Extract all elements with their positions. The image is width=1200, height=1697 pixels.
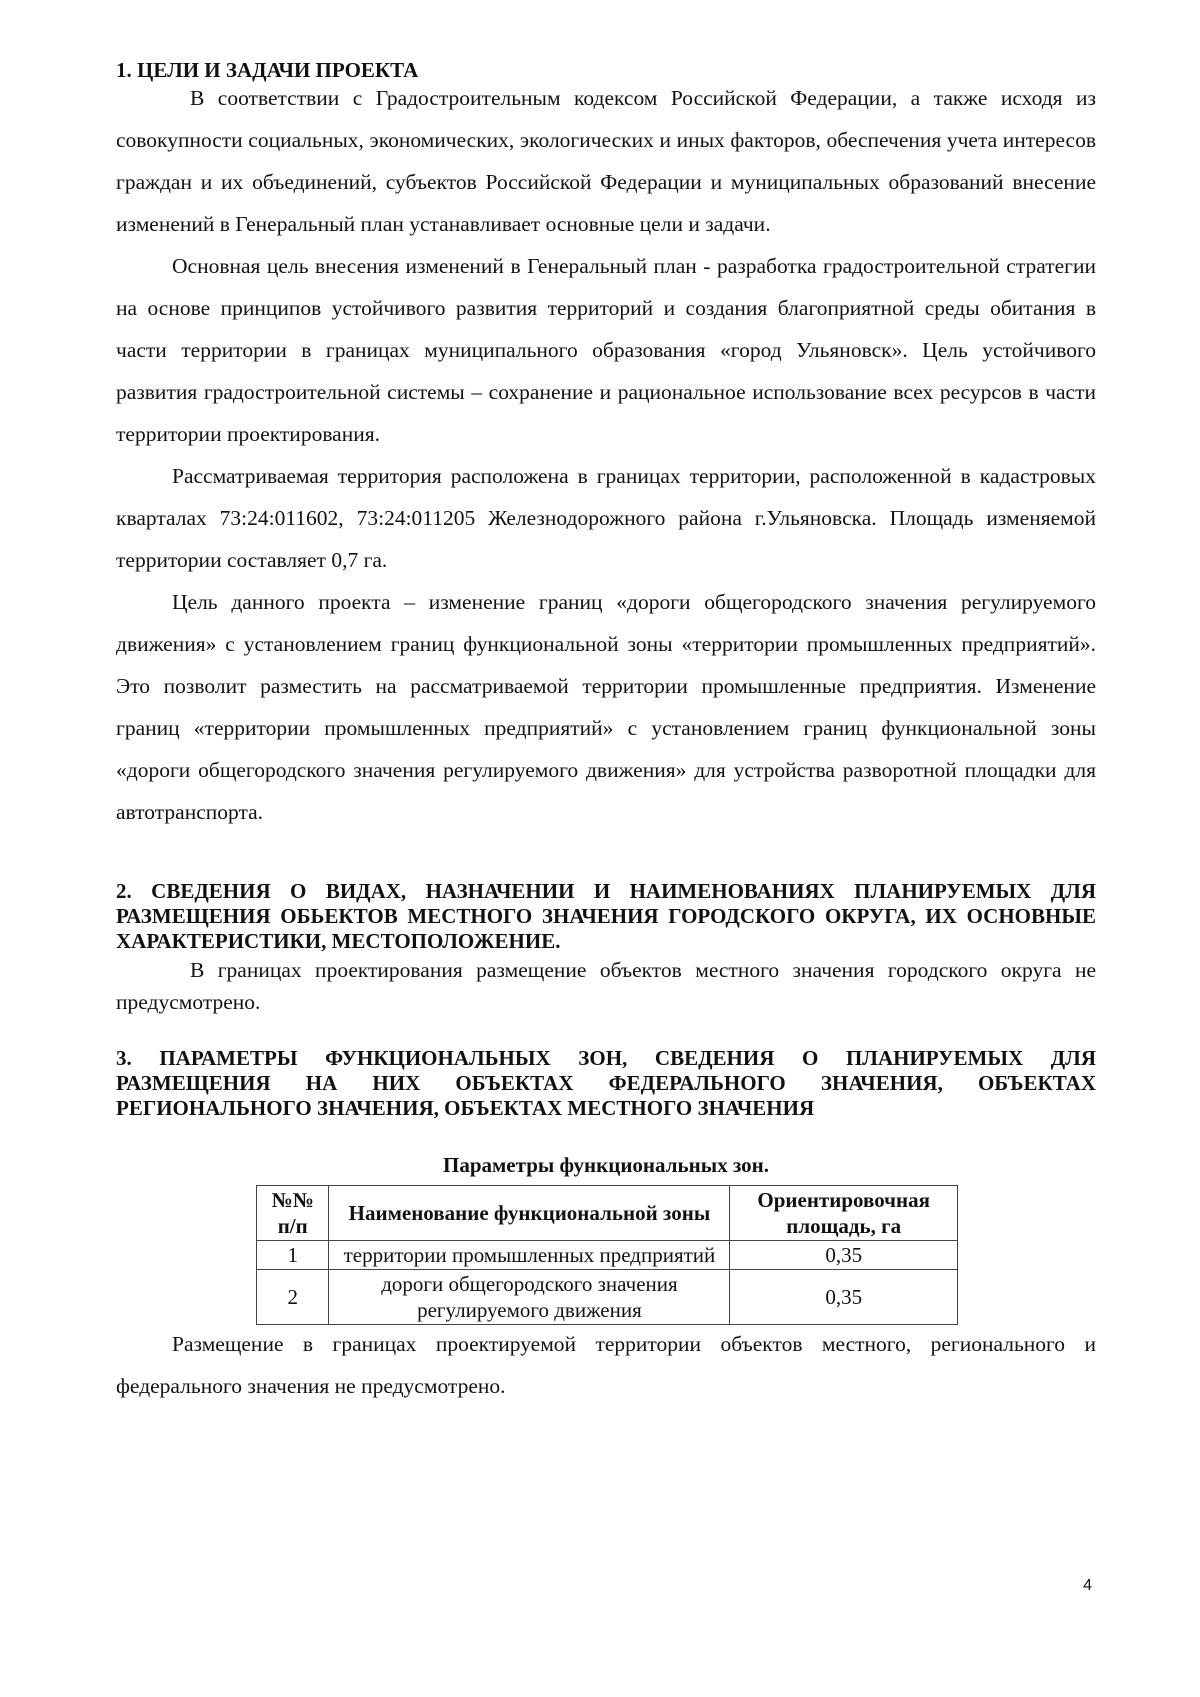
cell-number: 1 xyxy=(257,1241,329,1270)
cell-zone-name: дороги общегородского значения регулируемого движения xyxy=(329,1270,730,1325)
table-row xyxy=(257,1241,958,1270)
cell-number: 2 xyxy=(257,1270,329,1325)
section-2-heading: 2. СВЕДЕНИЯ О ВИДАХ, НАЗНАЧЕНИИ И НАИМЕНОВАНИЯХ ПЛАНИРУЕМЫХ ДЛЯ РАЗМЕЩЕНИЯ ОБЬЕКТОВ МЕСТНОГО ЗНАЧЕНИЯ ГОРОДСКОГО ОКРУГА, ИХ ОСНОВНЫЕ ХАРАКТЕРИСТИКИ, МЕСТОПОЛОЖЕНИЕ. xyxy=(116,879,1096,953)
page-number: 4 xyxy=(1083,1577,1092,1594)
section-1-paragraph: Основная цель внесения изменений в Генеральный план - разработка градостроительной стратегии на основе принципов устойчивого развития территорий и создания благоприятной среды обитания в части территории в границах муниципального образования «город Ульяновск». Цель устойчивого развития градостроительной системы – сохранение и рациональное использование всех ресурсов в части территории проектирования. xyxy=(116,254,1096,446)
header-cell-zone-name: Наименование функциональной зоны xyxy=(329,1186,730,1241)
cell-area: 0,35 xyxy=(730,1241,958,1270)
section-1-paragraph: Цель данного проекта – изменение границ «дороги общегородского значения регулируемого движения» с установлением границ функциональной зоны «территории промышленных предприятий». Это позволит разместить на рассматриваемой территории промышленные предприятия. Изменение границ «территории промышленных предприятий» с установлением границ функциональной зоны «дороги общегородского значения регулируемого движения» для устройства разворотной площадки для автотранспорта. xyxy=(116,590,1096,824)
cell-area: 0,35 xyxy=(730,1270,958,1325)
section-1-paragraph: Рассматриваемая территория расположена в границах территории, расположенной в кадастровых кварталах 73:24:011602, 73:24:011205 Железнодорожного района г.Ульяновска. Площадь изменяемой территории составляет 0,7 га. xyxy=(116,464,1096,572)
section-1-heading: 1. ЦЕЛИ И ЗАДАЧИ ПРОЕКТА xyxy=(116,58,419,82)
section-3-paragraph: Размещение в границах проектируемой территории объектов местного, регионального и федерального значения не предусмотрено. xyxy=(116,1332,1096,1398)
table-header-row xyxy=(257,1186,958,1241)
section-1-paragraph: В соответствии с Градостроительным кодексом Российской Федерации, а также исходя из совокупности социальных, экономических, экологических и иных факторов, обеспечения учета интересов граждан и их объединений, субъектов Российской Федерации и муниципальных образований внесение изменений в Генеральный план устанавливает основные цели и задачи. xyxy=(116,86,1096,236)
table-row xyxy=(257,1270,958,1325)
section-2-paragraph: В границах проектирования размещение объектов местного значения городского округа не предусмотрено. xyxy=(116,958,1096,1014)
functional-zones-table xyxy=(256,1185,958,1325)
header-cell-area: Ориентировочная площадь, га xyxy=(730,1186,958,1241)
header-cell-number: №№ п/п xyxy=(257,1186,329,1241)
section-3-heading: 3. ПАРАМЕТРЫ ФУНКЦИОНАЛЬНЫХ ЗОН, СВЕДЕНИЯ О ПЛАНИРУЕМЫХ ДЛЯ РАЗМЕЩЕНИЯ НА НИХ ОБЪЕКТАХ ФЕДЕРАЛЬНОГО ЗНАЧЕНИЯ, ОБЪЕКТАХ РЕГИОНАЛЬНОГО ЗНАЧЕНИЯ, ОБЪЕКТАХ МЕСТНОГО ЗНАЧЕНИЯ xyxy=(116,1046,1096,1120)
table-title: Параметры функциональных зон. xyxy=(442,1153,770,1177)
cell-zone-name: территории промышленных предприятий xyxy=(329,1241,730,1270)
page-content xyxy=(116,58,1096,1407)
